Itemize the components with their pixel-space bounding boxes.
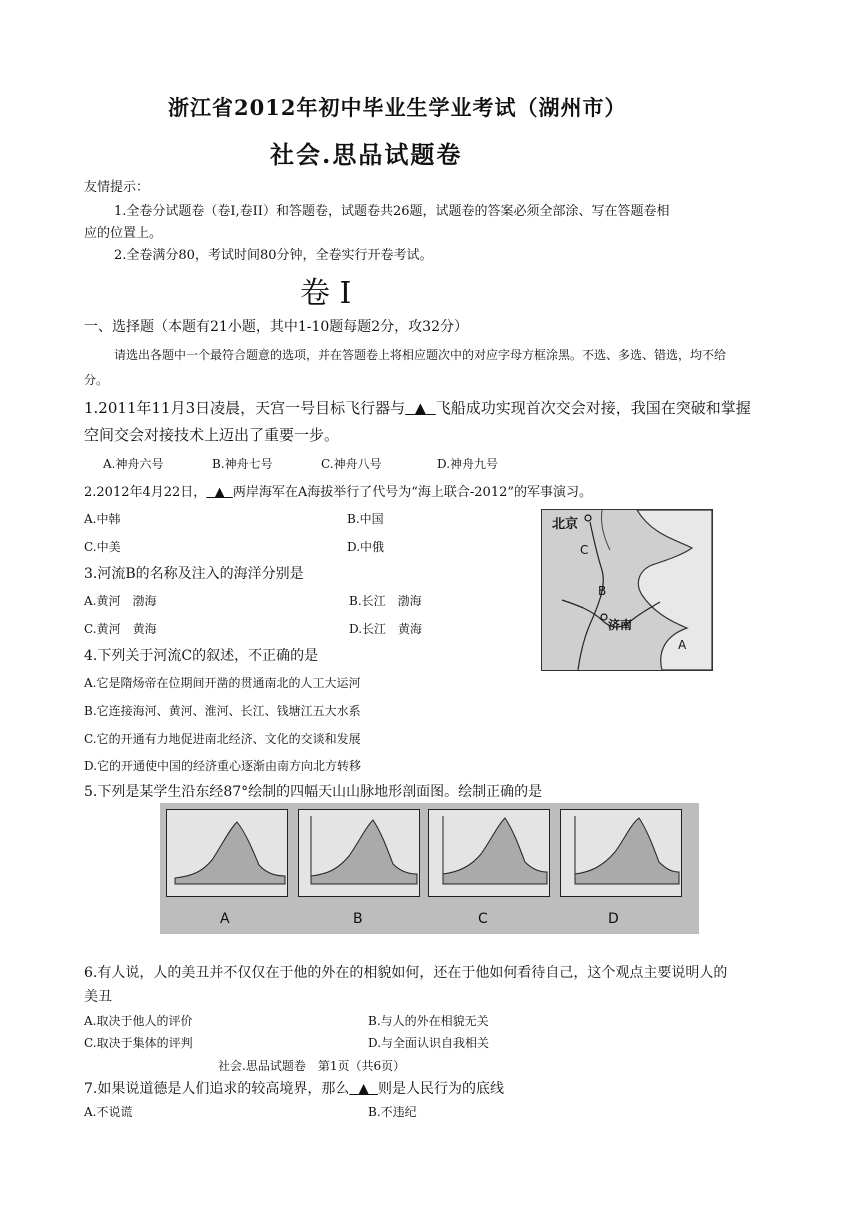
q3-option-a: A.黄河 渤海 <box>84 594 157 608</box>
q6-option-c: C.取决于集体的评判 <box>84 1036 193 1050</box>
q1-option-a: A.神舟六号 <box>103 457 164 471</box>
profile-panel-d <box>560 809 682 897</box>
q3-option-d: D.长江 黄海 <box>349 622 423 636</box>
q2-option-c: C.中美 <box>84 540 121 554</box>
q3-text: 3.河流B的名称及注入的海洋分别是 <box>84 566 304 582</box>
q2-option-b: B.中国 <box>347 512 384 526</box>
q3-option-b: B.长江 渤海 <box>349 594 422 608</box>
tips-heading: 友情提示： <box>84 180 150 195</box>
answer-blank: ▲ <box>358 1081 370 1097</box>
q6-option-a: A.取决于他人的评价 <box>84 1014 193 1028</box>
section-instruction-line2: 分。 <box>84 373 109 387</box>
q2-text: 2.2012年4月22日， ▲ 两岸海军在A海拔举行了代号为“海上联合-2012”的军事演习。 <box>84 485 593 500</box>
q6-option-d: D.与全面认识自我相关 <box>368 1036 490 1050</box>
profile-label-b: B <box>353 911 363 927</box>
q1-option-d: D.神舟九号 <box>437 457 499 471</box>
page-title: 浙江省2012年初中毕业生学业考试（湖州市） <box>168 95 627 120</box>
q2-option-a: A.中韩 <box>84 512 121 526</box>
profile-panel-c <box>428 809 550 897</box>
q7-option-a: A.不说谎 <box>84 1105 133 1119</box>
profile-label-d: D <box>608 911 619 927</box>
tips-item2: 2.全卷满分80，考试时间80分钟，全卷实行开卷考试。 <box>114 248 433 263</box>
terrain-profiles-figure <box>160 803 699 934</box>
q1-option-b: B.神舟七号 <box>212 457 273 471</box>
map-label-b: B <box>598 584 607 598</box>
profile-label-c: C <box>478 911 488 927</box>
q2-option-d: D.中俄 <box>347 540 385 554</box>
volume-heading: 卷 I <box>300 276 352 311</box>
tips-item1-line2: 应的位置上。 <box>84 226 163 241</box>
q5-text: 5.下列是某学生沿东经87°绘制的四幅天山山脉地形剖面图。绘制正确的是 <box>84 784 543 800</box>
q6-line1: 6.有人说，人的美丑并不仅仅在于他的外在的相貌如何，还在于他如何看待自己，这个观点主要说明人的 <box>84 965 728 981</box>
map-label-c: C <box>580 543 589 557</box>
profile-label-a: A <box>220 911 230 927</box>
map-label-a: A <box>678 638 687 652</box>
q6-option-b: B.与人的外在相貌无关 <box>368 1014 489 1028</box>
page-subtitle: 社会.思品试题卷 <box>270 140 463 169</box>
page-footer: 社会.思品试题卷 第1页（共6页） <box>218 1059 406 1073</box>
q4-text: 4.下列关于河流C的叙述，不正确的是 <box>84 648 319 664</box>
answer-blank: ▲ <box>214 485 225 500</box>
q3-option-c: C.黄河 黄海 <box>84 622 157 636</box>
map-label-jinan: 济南 <box>608 618 633 632</box>
q7-option-b: B.不违纪 <box>368 1105 417 1119</box>
section-heading: 一、选择题（本题有21小题，其中1-10题每题2分，攻32分） <box>84 319 468 335</box>
profile-panel-a <box>166 809 288 897</box>
region-map <box>541 509 713 671</box>
answer-blank: ▲ <box>414 399 427 417</box>
q4-option-b: B.它连接海河、黄河、淮河、长江、钱塘江五大水系 <box>84 704 361 718</box>
section-instruction-line1: 请选出各题中一个最符合题意的选项，并在答题卷上将相应题次中的对应字母方框涂黑。不选、多选、错选，均不给 <box>114 348 727 362</box>
q6-line2: 美丑 <box>84 989 112 1005</box>
q1-line2: 空间交会对接技术上迈出了重要一步。 <box>84 426 340 444</box>
q4-option-c: C.它的开通有力地促进南北经济、文化的交谈和发展 <box>84 732 361 746</box>
profile-panel-b <box>298 809 420 897</box>
map-label-beijing: 北京 <box>552 517 579 532</box>
q1-option-c: C.神舟八号 <box>321 457 382 471</box>
q7-text: 7.如果说道德是人们追求的较高境界，那么 ▲ 则是人民行为的底线 <box>84 1081 504 1097</box>
q1-line1: 1.2011年11月3日凌晨，天宫一号目标飞行器与 ▲ 飞船成功实现首次交会对接，我国在突破和掌握 <box>84 399 751 417</box>
q4-option-a: A.它是隋炀帝在位期间开凿的贯通南北的人工大运河 <box>84 676 361 690</box>
q4-option-d: D.它的开通使中国的经济重心逐渐由南方向北方转移 <box>84 759 362 773</box>
tips-item1-line1: 1.全卷分试题卷（卷I,卷II）和答题卷，试题卷共26题，试题卷的答案必须全部涂、写在答题卷相 <box>114 204 670 219</box>
